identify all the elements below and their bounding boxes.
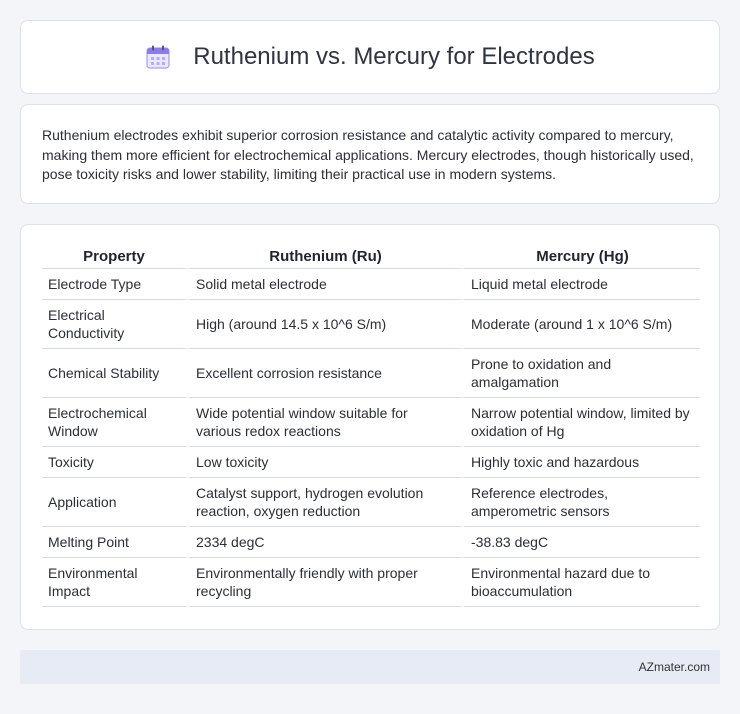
- cell-property: Application: [42, 478, 186, 527]
- table-row: [42, 447, 700, 478]
- summary-card: [20, 104, 720, 204]
- cell-ruthenium: Excellent corrosion resistance: [186, 349, 461, 398]
- cell-mercury: Narrow potential window, limited by oxidation of Hg: [461, 398, 700, 447]
- calendar-icon: [145, 44, 171, 70]
- footer-source: AZmater.com: [638, 660, 710, 674]
- cell-property: Chemical Stability: [42, 349, 186, 398]
- summary-text: Ruthenium electrodes exhibit superior corrosion resistance and catalytic activity compared to mercury, making them more efficient for electrochemical applications. Mercury electrodes, though historically used, pose toxicity risks and lower stability, limiting their practical use in modern systems.: [42, 127, 694, 182]
- cell-property: Electrical Conductivity: [42, 300, 186, 349]
- cell-ruthenium: 2334 degC: [186, 527, 461, 558]
- cell-ruthenium: Environmentally friendly with proper recycling: [186, 558, 461, 607]
- header-mercury: Mercury (Hg): [461, 247, 700, 269]
- cell-mercury: Moderate (around 1 x 10^6 S/m): [461, 300, 700, 349]
- cell-mercury: Reference electrodes, amperometric sensors: [461, 478, 700, 527]
- header-ruthenium: Ruthenium (Ru): [186, 247, 461, 269]
- cell-property: Electrode Type: [42, 269, 186, 300]
- table-row: [42, 398, 700, 447]
- cell-property: Environmental Impact: [42, 558, 186, 607]
- cell-property: Toxicity: [42, 447, 186, 478]
- table-row: [42, 478, 700, 527]
- cell-ruthenium: Catalyst support, hydrogen evolution reaction, oxygen reduction: [186, 478, 461, 527]
- cell-property: Melting Point: [42, 527, 186, 558]
- cell-mercury: Prone to oxidation and amalgamation: [461, 349, 700, 398]
- cell-ruthenium: Wide potential window suitable for various redox reactions: [186, 398, 461, 447]
- table-row: [42, 349, 700, 398]
- table-row: [42, 300, 700, 349]
- cell-mercury: Liquid metal electrode: [461, 269, 700, 300]
- comparison-table: [42, 247, 700, 607]
- table-row: [42, 527, 700, 558]
- cell-ruthenium: High (around 14.5 x 10^6 S/m): [186, 300, 461, 349]
- table-row: [42, 269, 700, 300]
- cell-mercury: Environmental hazard due to bioaccumulation: [461, 558, 700, 607]
- title-card: [20, 20, 720, 94]
- cell-ruthenium: Solid metal electrode: [186, 269, 461, 300]
- table-row: [42, 558, 700, 607]
- title-wrap: [145, 43, 594, 71]
- footer: [20, 650, 720, 684]
- table-card: [20, 224, 720, 630]
- cell-property: Electrochemical Window: [42, 398, 186, 447]
- table-header-row: [42, 247, 700, 269]
- cell-ruthenium: Low toxicity: [186, 447, 461, 478]
- cell-mercury: -38.83 degC: [461, 527, 700, 558]
- header-property: Property: [42, 247, 186, 269]
- cell-mercury: Highly toxic and hazardous: [461, 447, 700, 478]
- page-title: Ruthenium vs. Mercury for Electrodes: [193, 43, 595, 70]
